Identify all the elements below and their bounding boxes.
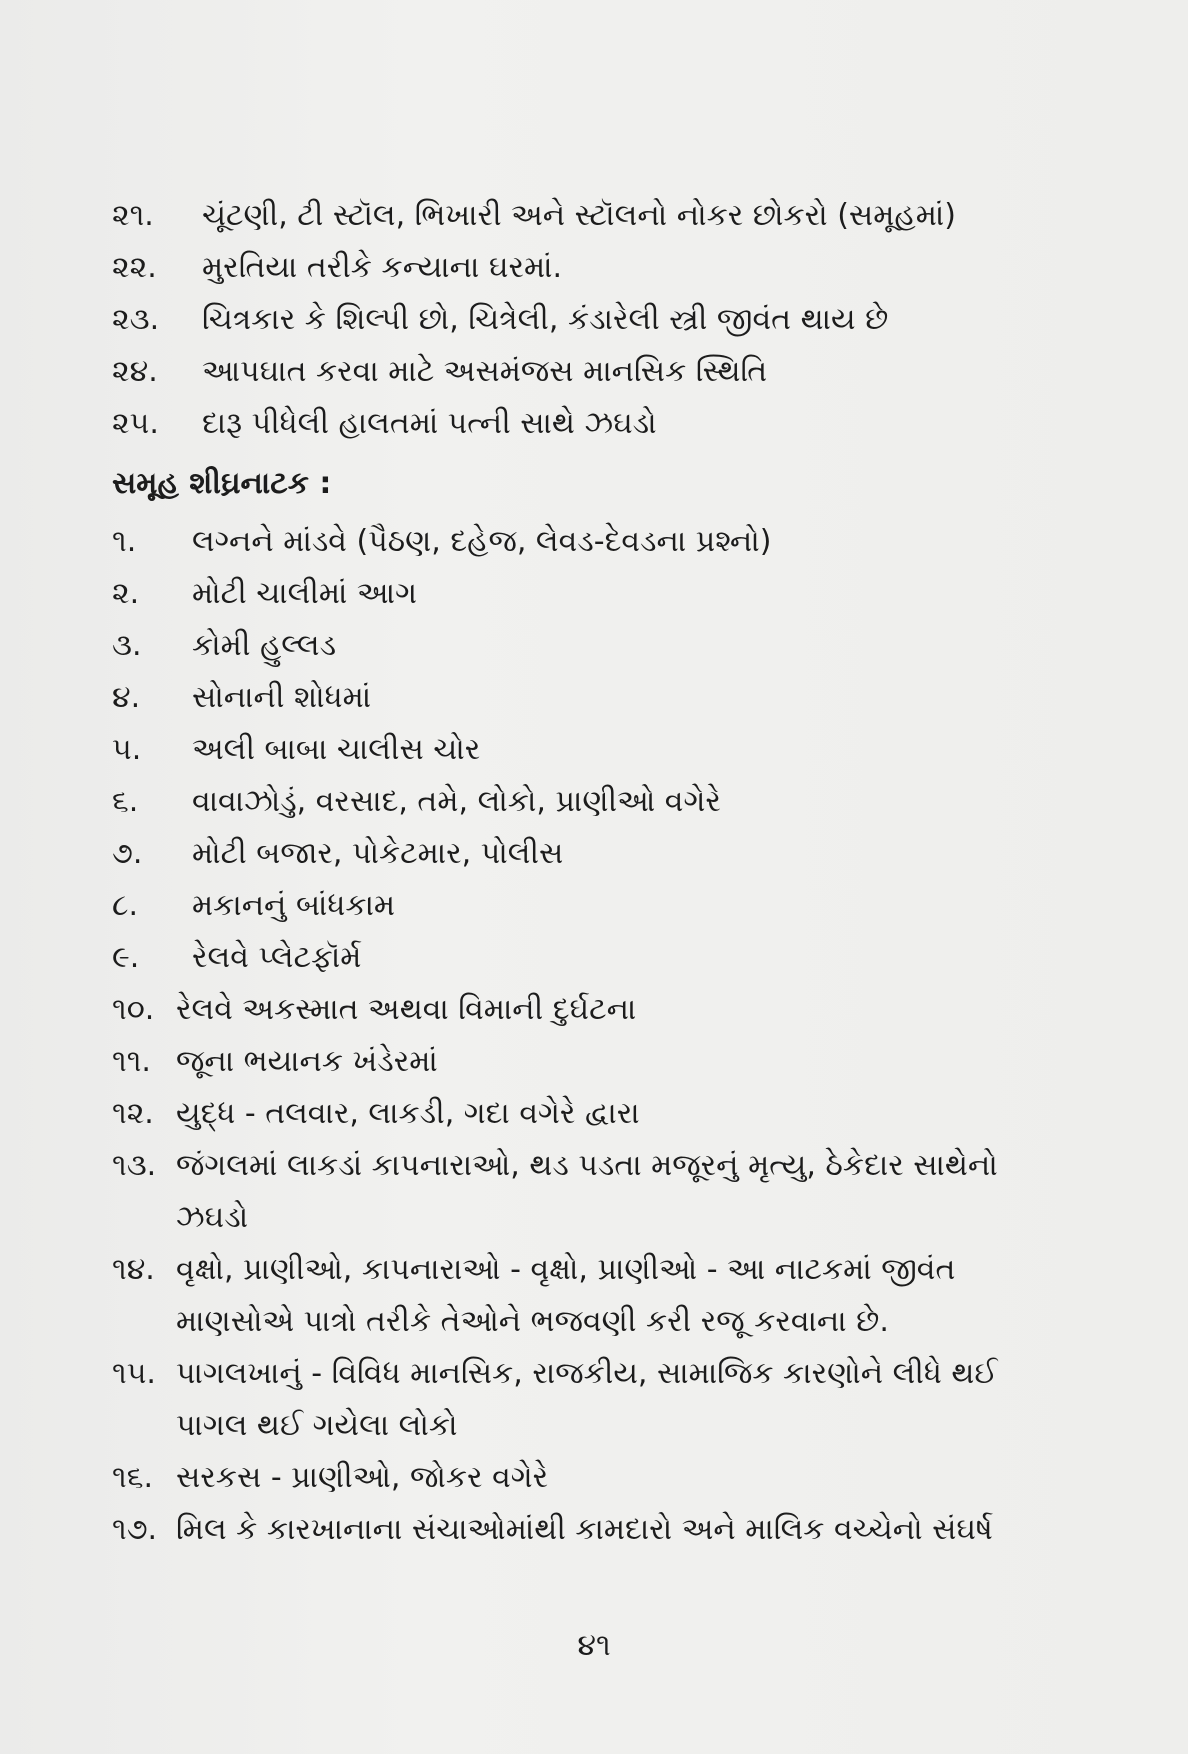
list-item <box>112 880 1012 932</box>
page-content <box>112 190 1012 1556</box>
item-number: ૧૭. <box>112 1512 158 1547</box>
item-text: મિલ કે કારખાનાના સંચાઓમાંથી કામદારો અને માલિક વચ્ચેનો સંઘર્ષ <box>176 1512 993 1547</box>
section-heading: સમૂહ શીઘ્રનાટક : <box>112 466 332 501</box>
list-item <box>112 1452 1012 1504</box>
item-number: ૨૧. <box>112 198 154 233</box>
item-text: ચૂંટણી, ટી સ્ટૉલ, ભિખારી અને સ્ટૉલનો નોકર છોકરો (સમૂહમાં) <box>202 198 956 233</box>
item-text: મકાનનું બાંધકામ <box>192 888 396 923</box>
item-text: મોટી બજાર, પોકેટમાર, પોલીસ <box>192 836 564 871</box>
item-text: રેલવે અકસ્માત અથવા વિમાની દુર્ઘટના <box>176 992 637 1027</box>
page-number: ૪૧ <box>577 1628 611 1663</box>
list-item <box>112 516 1012 568</box>
list-item <box>112 1504 1012 1556</box>
list-item <box>112 1088 1012 1140</box>
list-item <box>112 242 1012 294</box>
group-improv-list <box>112 516 1012 1556</box>
item-number: ૫. <box>112 732 142 767</box>
item-number: ૮. <box>112 888 139 923</box>
list-item <box>112 346 1012 398</box>
item-text: રેલવે પ્લેટફૉર્મ <box>192 940 362 975</box>
item-text: સરકસ - પ્રાણીઓ, જોકર વગેરે <box>176 1460 549 1495</box>
item-number: ૨. <box>112 576 140 611</box>
list-item <box>112 724 1012 776</box>
item-number: ૨૪. <box>112 354 158 389</box>
item-text: સોનાની શોધમાં <box>192 680 372 715</box>
item-text: કોમી હુલ્લડ <box>192 628 337 663</box>
item-text: આપઘાત કરવા માટે અસમંજસ માનસિક સ્થિતિ <box>202 354 768 389</box>
list-item <box>112 672 1012 724</box>
list-item <box>112 776 1012 828</box>
list-item <box>112 568 1012 620</box>
item-number: ૨૨. <box>112 250 157 285</box>
list-item <box>112 828 1012 880</box>
list-item <box>112 1348 1012 1452</box>
list-item <box>112 398 1012 450</box>
item-text: દારૂ પીધેલી હાલતમાં પત્ની સાથે ઝઘડો <box>202 406 657 441</box>
item-text: ચિત્રકાર કે શિલ્પી છો, ચિત્રેલી, કંડારેલી સ્ત્રી જીવંત થાય છે <box>202 302 889 337</box>
item-text: જંગલમાં લાકડાં કાપનારાઓ, થડ પડતા મજૂરનું મૃત્યુ, ઠેકેદાર સાથેનો ઝઘડો <box>176 1148 998 1235</box>
list-item <box>112 932 1012 984</box>
list-item <box>112 620 1012 672</box>
item-number: ૧૦. <box>112 992 155 1027</box>
item-number: ૧૧. <box>112 1044 151 1079</box>
item-number: ૧૨. <box>112 1096 154 1131</box>
item-text: પાગલખાનું - વિવિધ માનસિક, રાજકીય, સામાજિક કારણોને લીધે થઈ પાગલ થઈ ગયેલા લોકો <box>176 1356 998 1443</box>
item-number: ૯. <box>112 940 140 975</box>
item-text: મોટી ચાલીમાં આગ <box>192 576 417 611</box>
list-item <box>112 1036 1012 1088</box>
list-item <box>112 190 1012 242</box>
item-text: અલી બાબા ચાલીસ ચોર <box>192 732 481 767</box>
item-number: ૪. <box>112 680 141 715</box>
item-number: ૧૪. <box>112 1252 155 1287</box>
item-text: મુરતિયા તરીકે કન્યાના ઘરમાં. <box>202 250 563 285</box>
item-number: ૨૫. <box>112 406 159 441</box>
item-text: જૂના ભયાનક ખંડેરમાં <box>176 1044 438 1079</box>
item-number: ૧૫. <box>112 1356 156 1391</box>
item-text: યુદ્ધ - તલવાર, લાકડી, ગદા વગેરે દ્વારા <box>176 1096 640 1131</box>
item-number: ૧૩. <box>112 1148 157 1183</box>
solo-improv-list <box>112 190 1012 450</box>
item-number: ૬. <box>112 784 139 819</box>
item-text: લગ્નને માંડવે (પૈઠણ, દહેજ, લેવડ-દેવડના પ્રશ્નો) <box>192 524 772 559</box>
list-item <box>112 1140 1012 1244</box>
item-number: ૧. <box>112 524 137 559</box>
item-text: વૃક્ષો, પ્રાણીઓ, કાપનારાઓ - વૃક્ષો, પ્રાણીઓ - આ નાટકમાં જીવંત માણસોએ પાત્રો તરીકે તેઓને ભજવણી કરી રજૂ કરવાના છે. <box>176 1252 956 1339</box>
list-item <box>112 984 1012 1036</box>
item-number: ૨૩. <box>112 302 160 337</box>
item-number: ૭. <box>112 836 143 871</box>
list-item <box>112 294 1012 346</box>
item-number: ૩. <box>112 628 142 663</box>
item-number: ૧૬. <box>112 1460 154 1495</box>
list-item <box>112 1244 1012 1348</box>
item-text: વાવાઝોડું, વરસાદ, તમે, લોકો, પ્રાણીઓ વગેરે <box>192 784 721 819</box>
